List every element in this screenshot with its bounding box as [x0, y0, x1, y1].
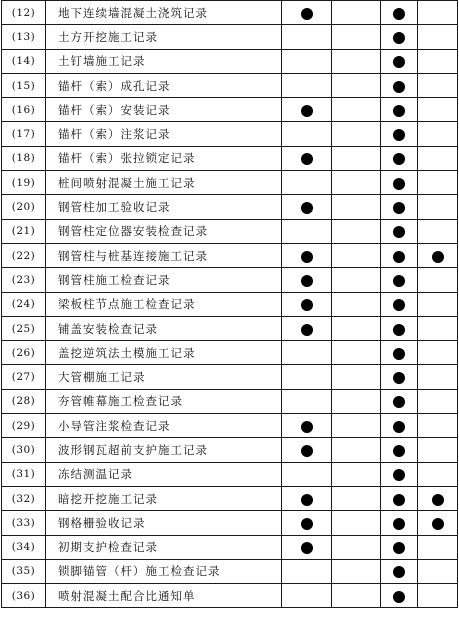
filled-dot-icon — [393, 421, 405, 433]
mark-cell — [332, 584, 381, 608]
filled-dot-icon — [393, 81, 405, 93]
record-name: 喷射混凝土配合比通知单 — [46, 584, 282, 608]
mark-cell — [282, 49, 332, 73]
record-name: 土方开挖施工记录 — [46, 25, 282, 49]
record-name: 锚杆（索）成孔记录 — [46, 73, 282, 97]
mark-cell — [282, 462, 332, 486]
table-row — [2, 219, 458, 243]
mark-cell — [332, 511, 381, 535]
filled-dot-icon — [393, 396, 405, 408]
mark-cell — [418, 535, 458, 559]
row-number: (35) — [2, 559, 46, 583]
mark-cell — [332, 219, 381, 243]
mark-cell — [381, 195, 418, 219]
mark-cell — [282, 98, 332, 122]
mark-cell — [418, 146, 458, 170]
filled-dot-icon — [393, 32, 405, 44]
table-row — [2, 389, 458, 413]
mark-cell — [332, 25, 381, 49]
mark-cell — [282, 341, 332, 365]
row-number: (24) — [2, 292, 46, 316]
mark-cell — [418, 268, 458, 292]
mark-cell — [381, 292, 418, 316]
record-name: 梁板柱节点施工检查记录 — [46, 292, 282, 316]
filled-dot-icon — [301, 445, 313, 457]
record-name: 铺盖安装检查记录 — [46, 316, 282, 340]
mark-cell — [282, 171, 332, 195]
row-number: (22) — [2, 243, 46, 267]
row-number: (27) — [2, 365, 46, 389]
mark-cell — [418, 243, 458, 267]
mark-cell — [381, 98, 418, 122]
table-row — [2, 195, 458, 219]
table-row — [2, 486, 458, 510]
filled-dot-icon — [301, 153, 313, 165]
mark-cell — [282, 559, 332, 583]
mark-cell — [282, 414, 332, 438]
table-row — [2, 316, 458, 340]
filled-dot-icon — [393, 178, 405, 190]
mark-cell — [418, 316, 458, 340]
mark-cell — [332, 73, 381, 97]
record-name: 盖挖逆筑法土模施工记录 — [46, 341, 282, 365]
mark-cell — [332, 365, 381, 389]
filled-dot-icon — [301, 8, 313, 20]
mark-cell — [381, 316, 418, 340]
mark-cell — [418, 73, 458, 97]
row-number: (31) — [2, 462, 46, 486]
row-number: (25) — [2, 316, 46, 340]
mark-cell — [282, 25, 332, 49]
table-row — [2, 268, 458, 292]
table-row — [2, 511, 458, 535]
filled-dot-icon — [432, 518, 444, 530]
record-name: 夯管帷幕施工检查记录 — [46, 389, 282, 413]
mark-cell — [332, 243, 381, 267]
mark-cell — [381, 243, 418, 267]
mark-cell — [332, 1, 381, 25]
record-name: 小导管注浆检查记录 — [46, 414, 282, 438]
mark-cell — [282, 73, 332, 97]
table-row — [2, 73, 458, 97]
filled-dot-icon — [393, 591, 405, 603]
record-name: 锁脚锚管（杆）施工检查记录 — [46, 559, 282, 583]
record-name: 土钉墙施工记录 — [46, 49, 282, 73]
row-number: (18) — [2, 146, 46, 170]
filled-dot-icon — [301, 518, 313, 530]
mark-cell — [282, 365, 332, 389]
record-name: 波形钢瓦超前支护施工记录 — [46, 438, 282, 462]
mark-cell — [381, 1, 418, 25]
row-number: (23) — [2, 268, 46, 292]
mark-cell — [332, 268, 381, 292]
table-row — [2, 365, 458, 389]
filled-dot-icon — [393, 129, 405, 141]
mark-cell — [381, 389, 418, 413]
mark-cell — [418, 122, 458, 146]
mark-cell — [282, 486, 332, 510]
mark-cell — [332, 438, 381, 462]
record-name: 桩间喷射混凝土施工记录 — [46, 171, 282, 195]
mark-cell — [282, 511, 332, 535]
mark-cell — [418, 219, 458, 243]
record-name: 大管棚施工记录 — [46, 365, 282, 389]
filled-dot-icon — [393, 299, 405, 311]
filled-dot-icon — [301, 421, 313, 433]
record-name: 钢管柱与桩基连接施工记录 — [46, 243, 282, 267]
filled-dot-icon — [393, 105, 405, 117]
table-row — [2, 25, 458, 49]
record-name: 暗挖开挖施工记录 — [46, 486, 282, 510]
record-name: 锚杆（索）张拉锁定记录 — [46, 146, 282, 170]
mark-cell — [381, 268, 418, 292]
mark-cell — [332, 195, 381, 219]
mark-cell — [381, 511, 418, 535]
mark-cell — [418, 49, 458, 73]
filled-dot-icon — [301, 202, 313, 214]
mark-cell — [332, 146, 381, 170]
mark-cell — [381, 535, 418, 559]
mark-cell — [418, 511, 458, 535]
mark-cell — [418, 171, 458, 195]
record-name: 锚杆（索）注浆记录 — [46, 122, 282, 146]
filled-dot-icon — [393, 324, 405, 336]
table-row — [2, 462, 458, 486]
filled-dot-icon — [393, 494, 405, 506]
table-row — [2, 414, 458, 438]
mark-cell — [381, 122, 418, 146]
row-number: (19) — [2, 171, 46, 195]
mark-cell — [418, 414, 458, 438]
filled-dot-icon — [393, 153, 405, 165]
row-number: (15) — [2, 73, 46, 97]
mark-cell — [418, 584, 458, 608]
row-number: (13) — [2, 25, 46, 49]
filled-dot-icon — [432, 251, 444, 263]
mark-cell — [282, 268, 332, 292]
table-row — [2, 341, 458, 365]
row-number: (17) — [2, 122, 46, 146]
filled-dot-icon — [301, 324, 313, 336]
table-row — [2, 243, 458, 267]
table-row — [2, 438, 458, 462]
records-table — [1, 0, 458, 608]
row-number: (14) — [2, 49, 46, 73]
mark-cell — [282, 535, 332, 559]
row-number: (28) — [2, 389, 46, 413]
filled-dot-icon — [301, 494, 313, 506]
mark-cell — [332, 535, 381, 559]
mark-cell — [381, 73, 418, 97]
mark-cell — [282, 438, 332, 462]
record-name: 地下连续墙混凝土浇筑记录 — [46, 1, 282, 25]
table-row — [2, 292, 458, 316]
mark-cell — [381, 49, 418, 73]
table-row — [2, 98, 458, 122]
record-name: 锚杆（索）安装记录 — [46, 98, 282, 122]
record-name: 钢管柱加工验收记录 — [46, 195, 282, 219]
mark-cell — [332, 49, 381, 73]
filled-dot-icon — [393, 542, 405, 554]
record-name: 初期支护检查记录 — [46, 535, 282, 559]
row-number: (26) — [2, 341, 46, 365]
table-row — [2, 559, 458, 583]
mark-cell — [381, 365, 418, 389]
filled-dot-icon — [301, 299, 313, 311]
mark-cell — [381, 438, 418, 462]
mark-cell — [381, 171, 418, 195]
mark-cell — [381, 219, 418, 243]
table-row — [2, 535, 458, 559]
mark-cell — [282, 389, 332, 413]
mark-cell — [332, 462, 381, 486]
mark-cell — [418, 98, 458, 122]
filled-dot-icon — [393, 56, 405, 68]
mark-cell — [418, 486, 458, 510]
mark-cell — [332, 389, 381, 413]
row-number: (34) — [2, 535, 46, 559]
mark-cell — [282, 219, 332, 243]
row-number: (36) — [2, 584, 46, 608]
mark-cell — [418, 292, 458, 316]
record-name: 钢管柱定位器安装检查记录 — [46, 219, 282, 243]
mark-cell — [381, 341, 418, 365]
mark-cell — [381, 414, 418, 438]
filled-dot-icon — [393, 518, 405, 530]
filled-dot-icon — [393, 8, 405, 20]
filled-dot-icon — [301, 251, 313, 263]
mark-cell — [332, 414, 381, 438]
filled-dot-icon — [301, 275, 313, 287]
mark-cell — [332, 98, 381, 122]
mark-cell — [332, 292, 381, 316]
mark-cell — [381, 559, 418, 583]
mark-cell — [418, 25, 458, 49]
filled-dot-icon — [301, 542, 313, 554]
mark-cell — [418, 438, 458, 462]
mark-cell — [332, 341, 381, 365]
filled-dot-icon — [393, 469, 405, 481]
mark-cell — [381, 486, 418, 510]
mark-cell — [282, 122, 332, 146]
mark-cell — [381, 584, 418, 608]
row-number: (16) — [2, 98, 46, 122]
mark-cell — [282, 195, 332, 219]
filled-dot-icon — [432, 494, 444, 506]
records-table-body — [2, 1, 458, 608]
mark-cell — [282, 1, 332, 25]
mark-cell — [332, 316, 381, 340]
row-number: (12) — [2, 1, 46, 25]
filled-dot-icon — [393, 372, 405, 384]
row-number: (21) — [2, 219, 46, 243]
mark-cell — [332, 559, 381, 583]
mark-cell — [282, 243, 332, 267]
record-name: 钢管柱施工检查记录 — [46, 268, 282, 292]
table-row — [2, 146, 458, 170]
mark-cell — [418, 341, 458, 365]
mark-cell — [381, 25, 418, 49]
row-number: (20) — [2, 195, 46, 219]
filled-dot-icon — [301, 105, 313, 117]
mark-cell — [282, 584, 332, 608]
filled-dot-icon — [393, 348, 405, 360]
row-number: (32) — [2, 486, 46, 510]
mark-cell — [381, 462, 418, 486]
row-number: (30) — [2, 438, 46, 462]
mark-cell — [282, 316, 332, 340]
filled-dot-icon — [393, 275, 405, 287]
row-number: (33) — [2, 511, 46, 535]
mark-cell — [418, 389, 458, 413]
table-row — [2, 49, 458, 73]
mark-cell — [418, 462, 458, 486]
row-number: (29) — [2, 414, 46, 438]
filled-dot-icon — [393, 445, 405, 457]
record-name: 钢格栅验收记录 — [46, 511, 282, 535]
mark-cell — [381, 146, 418, 170]
table-row — [2, 171, 458, 195]
filled-dot-icon — [393, 251, 405, 263]
filled-dot-icon — [393, 566, 405, 578]
filled-dot-icon — [393, 202, 405, 214]
mark-cell — [332, 171, 381, 195]
mark-cell — [332, 122, 381, 146]
table-row — [2, 584, 458, 608]
mark-cell — [282, 146, 332, 170]
mark-cell — [332, 486, 381, 510]
mark-cell — [418, 365, 458, 389]
mark-cell — [418, 195, 458, 219]
filled-dot-icon — [393, 226, 405, 238]
record-name: 冻结测温记录 — [46, 462, 282, 486]
table-row — [2, 122, 458, 146]
mark-cell — [282, 292, 332, 316]
mark-cell — [418, 559, 458, 583]
table-row — [2, 1, 458, 25]
mark-cell — [418, 1, 458, 25]
